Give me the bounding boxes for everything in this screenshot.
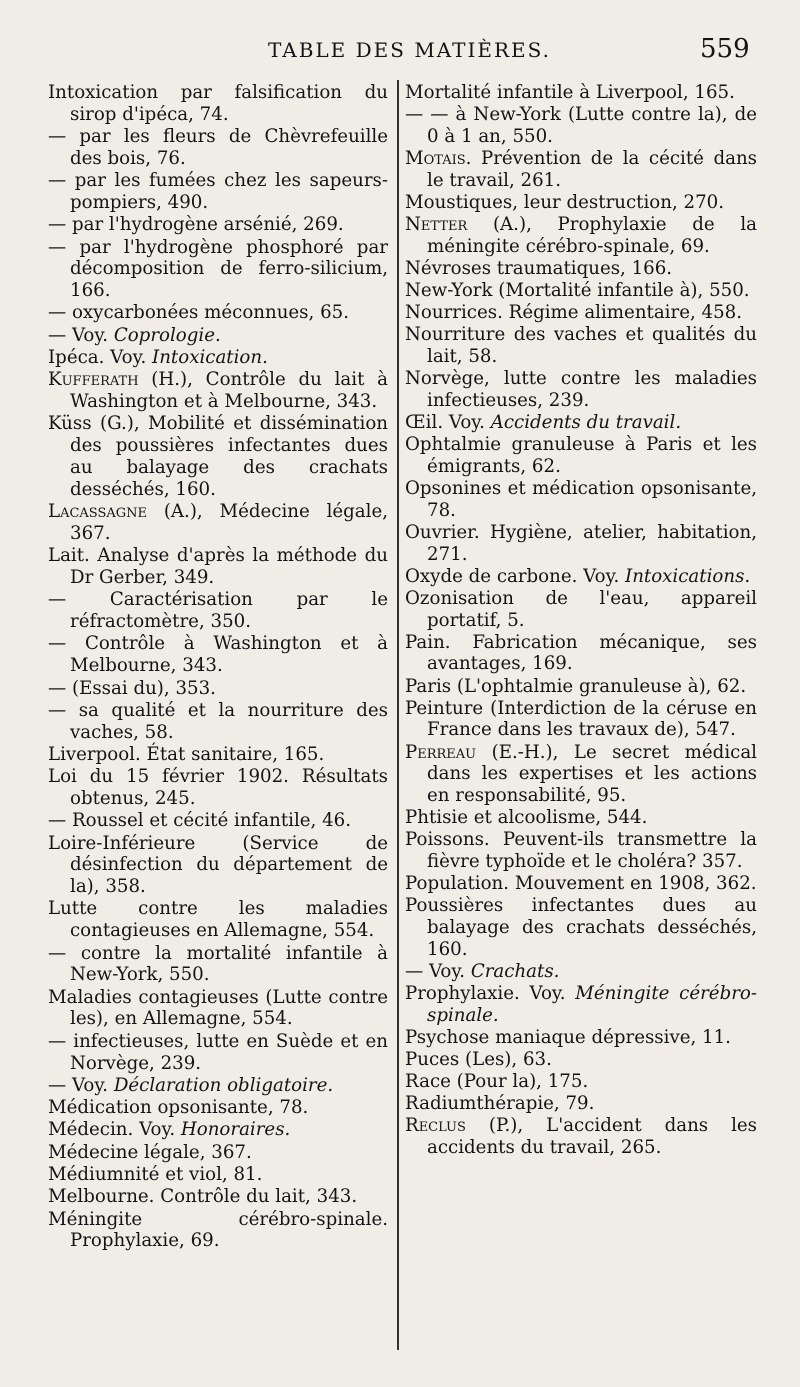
index-entry: [405, 895, 757, 960]
index-entry: [48, 369, 388, 413]
entry-text: (P.), L'accident dans les accidents du travail, 265.: [427, 1115, 757, 1159]
entry-text: Médecine légale, 367.: [48, 1141, 252, 1163]
index-entry: [405, 522, 757, 566]
entry-text: Peinture (Interdiction de la céruse en France dans les travaux de), 547.: [405, 697, 757, 741]
entry-text: — sa qualité et la nourriture des vaches, 58.: [48, 699, 388, 743]
page-number: 559: [700, 34, 750, 64]
index-entry: [405, 873, 757, 895]
entry-text: Intoxication par falsification du sirop d'ipéca, 74.: [48, 82, 388, 125]
cross-reference: Accidents du travail.: [490, 411, 682, 433]
entry-text: — contre la mortalité infantile à New-York, 550.: [48, 942, 388, 986]
entry-text: Poissons. Peuvent-ils transmettre la fièvre typhoïde et le choléra? 357.: [405, 829, 757, 873]
entry-text: Phtisie et alcoolisme, 544.: [405, 807, 648, 829]
index-entry: [405, 829, 757, 873]
index-entry: [48, 170, 388, 214]
index-entry: [405, 214, 757, 258]
index-entry: [48, 1119, 388, 1141]
entry-text: Médiumnité et viol, 81.: [48, 1164, 263, 1186]
entry-text: Radiumthérapie, 79.: [405, 1093, 595, 1115]
author-name: Motais: [405, 147, 466, 169]
entry-text: Moustiques, leur destruction, 270.: [405, 191, 725, 213]
entry-text: Psychose maniaque dépressive, 11.: [405, 1026, 731, 1048]
index-entry: [405, 434, 757, 478]
entry-text: Ophtalmie granuleuse à Paris et les émigrants, 62.: [405, 434, 757, 477]
index-entry: [405, 983, 757, 1027]
index-entry: [48, 82, 388, 126]
index-entry: [48, 347, 388, 369]
entry-text: Méningite cérébro-spinale. Prophylaxie, 69.: [48, 1208, 388, 1252]
index-entry: [48, 1142, 388, 1164]
index-entry: [405, 82, 757, 104]
entry-text: — Caractérisation par le réfractomètre, 350.: [48, 589, 388, 633]
entry-text: Nourrices. Régime alimentaire, 458.: [405, 302, 743, 324]
entry-text: Lutte contre les maladies contagieuses en Allemagne, 554.: [48, 898, 388, 942]
index-entry: [405, 1115, 757, 1159]
entry-text: Médecin. Voy.: [48, 1119, 181, 1141]
index-entry: [48, 302, 388, 324]
index-entry: [48, 833, 388, 898]
cross-reference: Coprologie.: [113, 324, 221, 346]
index-entry: [405, 280, 757, 302]
index-entry: [405, 961, 757, 983]
running-title: TABLE DES MATIÈRES.: [268, 38, 551, 62]
index-entry: [48, 1164, 388, 1186]
index-entry: [48, 810, 388, 832]
entry-text: (E.-H.), Le secret médical dans les expertises et les actions en responsabilité, 95.: [427, 741, 757, 807]
index-entry: [405, 632, 757, 676]
index-entry: [48, 766, 388, 810]
author-name: Lacassagne: [48, 501, 148, 523]
index-entry: [405, 148, 757, 192]
entry-text: — Roussel et cécité infantile, 46.: [48, 810, 352, 832]
index-entry: [405, 302, 757, 324]
index-column-left: [48, 82, 388, 1253]
index-entry: [48, 744, 388, 766]
entry-text: — infectieuses, lutte en Suède et en Norvège, 239.: [48, 1030, 388, 1074]
index-entry: [48, 214, 388, 236]
entry-text: — par les fumées chez les sapeurs-pompiers, 490.: [48, 170, 388, 213]
entry-text: Population. Mouvement en 1908, 362.: [405, 873, 757, 895]
index-entry: [405, 1093, 757, 1115]
index-entry: [48, 987, 388, 1031]
entry-text: Poussières infectantes dues au balayage des crachats desséchés, 160.: [405, 895, 757, 960]
index-entry: [405, 566, 757, 588]
index-entry: [48, 126, 388, 170]
index-entry: [48, 678, 388, 700]
index-column-right: [405, 82, 757, 1159]
entry-text: (H.), Contrôle du lait à Washington et à Melbourne, 343.: [70, 369, 388, 413]
index-entry: [48, 943, 388, 987]
entry-text: — Voy.: [48, 324, 114, 346]
column-divider: [397, 80, 399, 1350]
cross-reference: Intoxication.: [152, 347, 268, 369]
index-entry: [48, 898, 388, 942]
index-entry: [48, 700, 388, 744]
entry-text: . Prévention de la cécité dans le travail, 261.: [427, 147, 757, 191]
index-entry: [405, 1049, 757, 1071]
entry-text: Opsonines et médication opsonisante, 78.: [405, 477, 757, 521]
entry-text: Médication opsonisante, 78.: [48, 1097, 309, 1119]
entry-text: — Voy.: [405, 961, 471, 982]
index-entry: [405, 192, 757, 214]
cross-reference: Crachats.: [470, 961, 560, 982]
index-entry: [405, 1027, 757, 1049]
entry-text: Maladies contagieuses (Lutte contre les), en Allemagne, 554.: [48, 986, 388, 1030]
index-entry: [48, 237, 388, 302]
index-entry: [48, 589, 388, 633]
index-entry: [405, 104, 757, 148]
entry-text: Nourriture des vaches et qualités du lait, 58.: [405, 324, 757, 367]
entry-text: (A.), Médecine légale, 367.: [70, 501, 388, 544]
author-name: Netter: [405, 213, 468, 235]
index-entry: [48, 1209, 388, 1253]
entry-text: Œil. Voy.: [405, 411, 491, 433]
entry-text: Ipéca. Voy.: [48, 347, 153, 369]
entry-text: — (Essai du), 353.: [48, 677, 216, 699]
entry-text: Névroses traumatiques, 166.: [405, 257, 673, 279]
index-entry: [48, 1186, 388, 1208]
cross-reference: Intoxications.: [625, 565, 751, 587]
index-entry: [405, 412, 757, 434]
entry-text: — par l'hydrogène arsénié, 269.: [48, 214, 344, 236]
entry-text: — — à New-York (Lutte contre la), de 0 à 1 an, 550.: [405, 104, 757, 147]
index-entry: [405, 676, 757, 698]
entry-text: Küss (G.), Mobilité et dissémination des poussières infectantes dues au balayage des crachats desséchés, 160.: [48, 413, 388, 500]
entry-text: Mortalité infantile à Liverpool, 165.: [405, 82, 735, 103]
entry-text: Ozonisation de l'eau, appareil portatif, 5.: [405, 587, 757, 631]
index-entry: [405, 698, 757, 742]
entry-text: — par les fleurs de Chèvrefeuille des bois, 76.: [48, 126, 388, 169]
index-entry: [48, 1075, 388, 1097]
index-entry: [48, 545, 388, 589]
entry-text: Paris (L'ophtalmie granuleuse à), 62.: [405, 675, 747, 697]
entry-text: Liverpool. État sanitaire, 165.: [48, 743, 325, 765]
page-header: [0, 34, 800, 74]
index-entry: [405, 324, 757, 368]
entry-text: Norvège, lutte contre les maladies infectieuses, 239.: [405, 368, 757, 411]
cross-reference: Méningite cérébro-spinale.: [427, 983, 757, 1026]
entry-text: — par l'hydrogène phosphoré par décomposition de ferro-silicium, 166.: [48, 236, 388, 302]
entry-text: — oxycarbonées méconnues, 65.: [48, 302, 349, 324]
cross-reference: Déclaration obligatoire.: [113, 1074, 334, 1096]
entry-text: Pain. Fabrication mécanique, ses avantages, 169.: [405, 631, 757, 675]
index-entry: [48, 1097, 388, 1119]
index-entry: [405, 368, 757, 412]
author-name: Kufferath: [48, 369, 139, 391]
index-entry: [405, 478, 757, 522]
entry-text: — Voy.: [48, 1074, 114, 1096]
index-entry: [48, 325, 388, 347]
author-name: Perreau: [405, 741, 477, 763]
index-entry: [405, 807, 757, 829]
entry-text: (A.), Prophylaxie de la méningite cérébro-spinale, 69.: [427, 213, 757, 257]
entry-text: Loire-Inférieure (Service de désinfection du département de la), 358.: [48, 832, 388, 898]
entry-text: Loi du 15 février 1902. Résultats obtenus, 245.: [48, 766, 388, 809]
index-entry: [405, 1071, 757, 1093]
index-entry: [48, 413, 388, 500]
index-entry: [405, 258, 757, 280]
index-entry: [405, 742, 757, 807]
cross-reference: Honoraires.: [180, 1119, 291, 1141]
entry-text: — Contrôle à Washington et à Melbourne, 343.: [48, 633, 388, 677]
entry-text: Ouvrier. Hygiène, atelier, habitation, 271.: [405, 521, 757, 565]
entry-text: Oxyde de carbone. Voy.: [405, 565, 626, 587]
index-entry: [48, 633, 388, 677]
author-name: Reclus: [405, 1115, 466, 1137]
entry-text: Lait. Analyse d'après la méthode du Dr Gerber, 349.: [48, 545, 388, 589]
entry-text: Prophylaxie. Voy.: [405, 983, 576, 1005]
index-entry: [48, 501, 388, 545]
index-entry: [405, 588, 757, 632]
entry-text: New-York (Mortalité infantile à), 550.: [405, 279, 750, 301]
index-entry: [48, 1031, 388, 1075]
entry-text: Race (Pour la), 175.: [405, 1071, 589, 1093]
entry-text: Melbourne. Contrôle du lait, 343.: [48, 1186, 358, 1208]
entry-text: Puces (Les), 63.: [405, 1049, 552, 1071]
